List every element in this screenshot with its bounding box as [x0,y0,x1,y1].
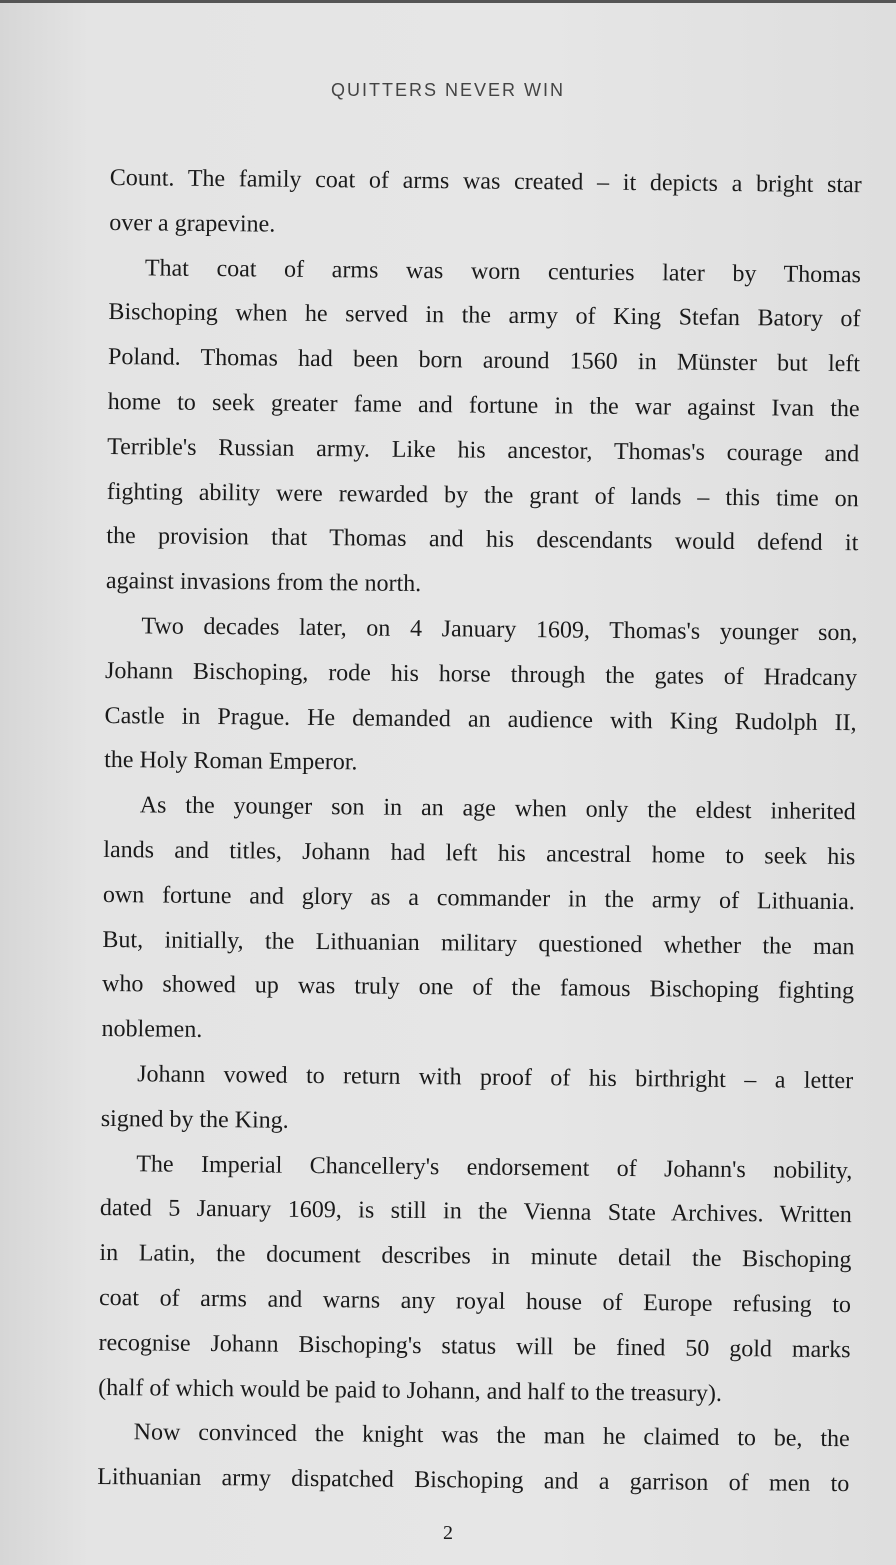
text-line: Johann vowed to return with proof of his birthright – a letter [137,1061,854,1095]
text-line: As the younger son in an age when only the eldest inherited [139,792,856,826]
scan-edge [0,0,896,3]
text-line: own fortune and glory as a commander in the army of Lithuania. [102,881,855,915]
text-line: over a grapevine. [109,209,276,238]
text-line: recognise Johann Bischoping's status will be fined 50 gold marks [98,1329,851,1363]
text-line: noblemen. [101,1016,203,1044]
text-line: Terrible's Russian army. Like his ancestor, Thomas's courage and [107,433,860,467]
text-line: Johann Bischoping, rode his horse through the gates of Hradcany [104,657,858,691]
text-line: the Holy Roman Emperor. [104,747,358,776]
text-line: signed by the King. [100,1105,289,1134]
text-line: home to seek greater fame and fortune in the war against Ivan the [107,388,860,423]
text-line: who showed up was truly one of the famous Bischoping fighting [101,971,855,1005]
text-line: coat of arms and warns any royal house of Europe refusing to [98,1284,852,1319]
body-text [97,156,862,1507]
text-line: Lithuanian army dispatched Bischoping and a garrison of men to [97,1464,850,1498]
text-line: lands and titles, Johann had left his ancestral home to seek his [103,836,856,871]
text-line: Poland. Thomas had been born around 1560 in Münster but left [107,344,861,378]
text-line: Count. The family coat of arms was created – it depicts a bright star [109,164,862,199]
text-line: in Latin, the document describes in minute detail the Bischoping [99,1240,852,1274]
text-line: The Imperial Chancellery's endorsement of Johann's nobility, [136,1150,853,1184]
running-header: QUITTERS NEVER WIN [330,80,565,100]
text-line: Castle in Prague. He demanded an audience with King Rudolph II, [104,702,857,736]
text-line: against invasions from the north. [105,568,422,598]
text-line: Now convinced the knight was the man he claimed to be, the [133,1419,850,1453]
text-line: (half of which would be paid to Johann, and half to the treasury). [98,1374,723,1407]
text-line: fighting ability were rewarded by the grant of lands – this time on [106,478,859,512]
text-line: But, initially, the Lithuanian military questioned whether the man [102,926,855,960]
text-line: Bischoping when he served in the army of King Stefan Batory of [108,299,861,333]
page-number: 2 [443,1522,453,1544]
text-line: Two decades later, on 4 January 1609, Thomas's younger son, [141,613,858,647]
text-line: dated 5 January 1609, is still in the Vienna State Archives. Written [99,1195,852,1229]
text-line: the provision that Thomas and his descendants would defend it [106,523,859,557]
text-line: That coat of arms was worn centuries later by Thomas [144,254,862,288]
